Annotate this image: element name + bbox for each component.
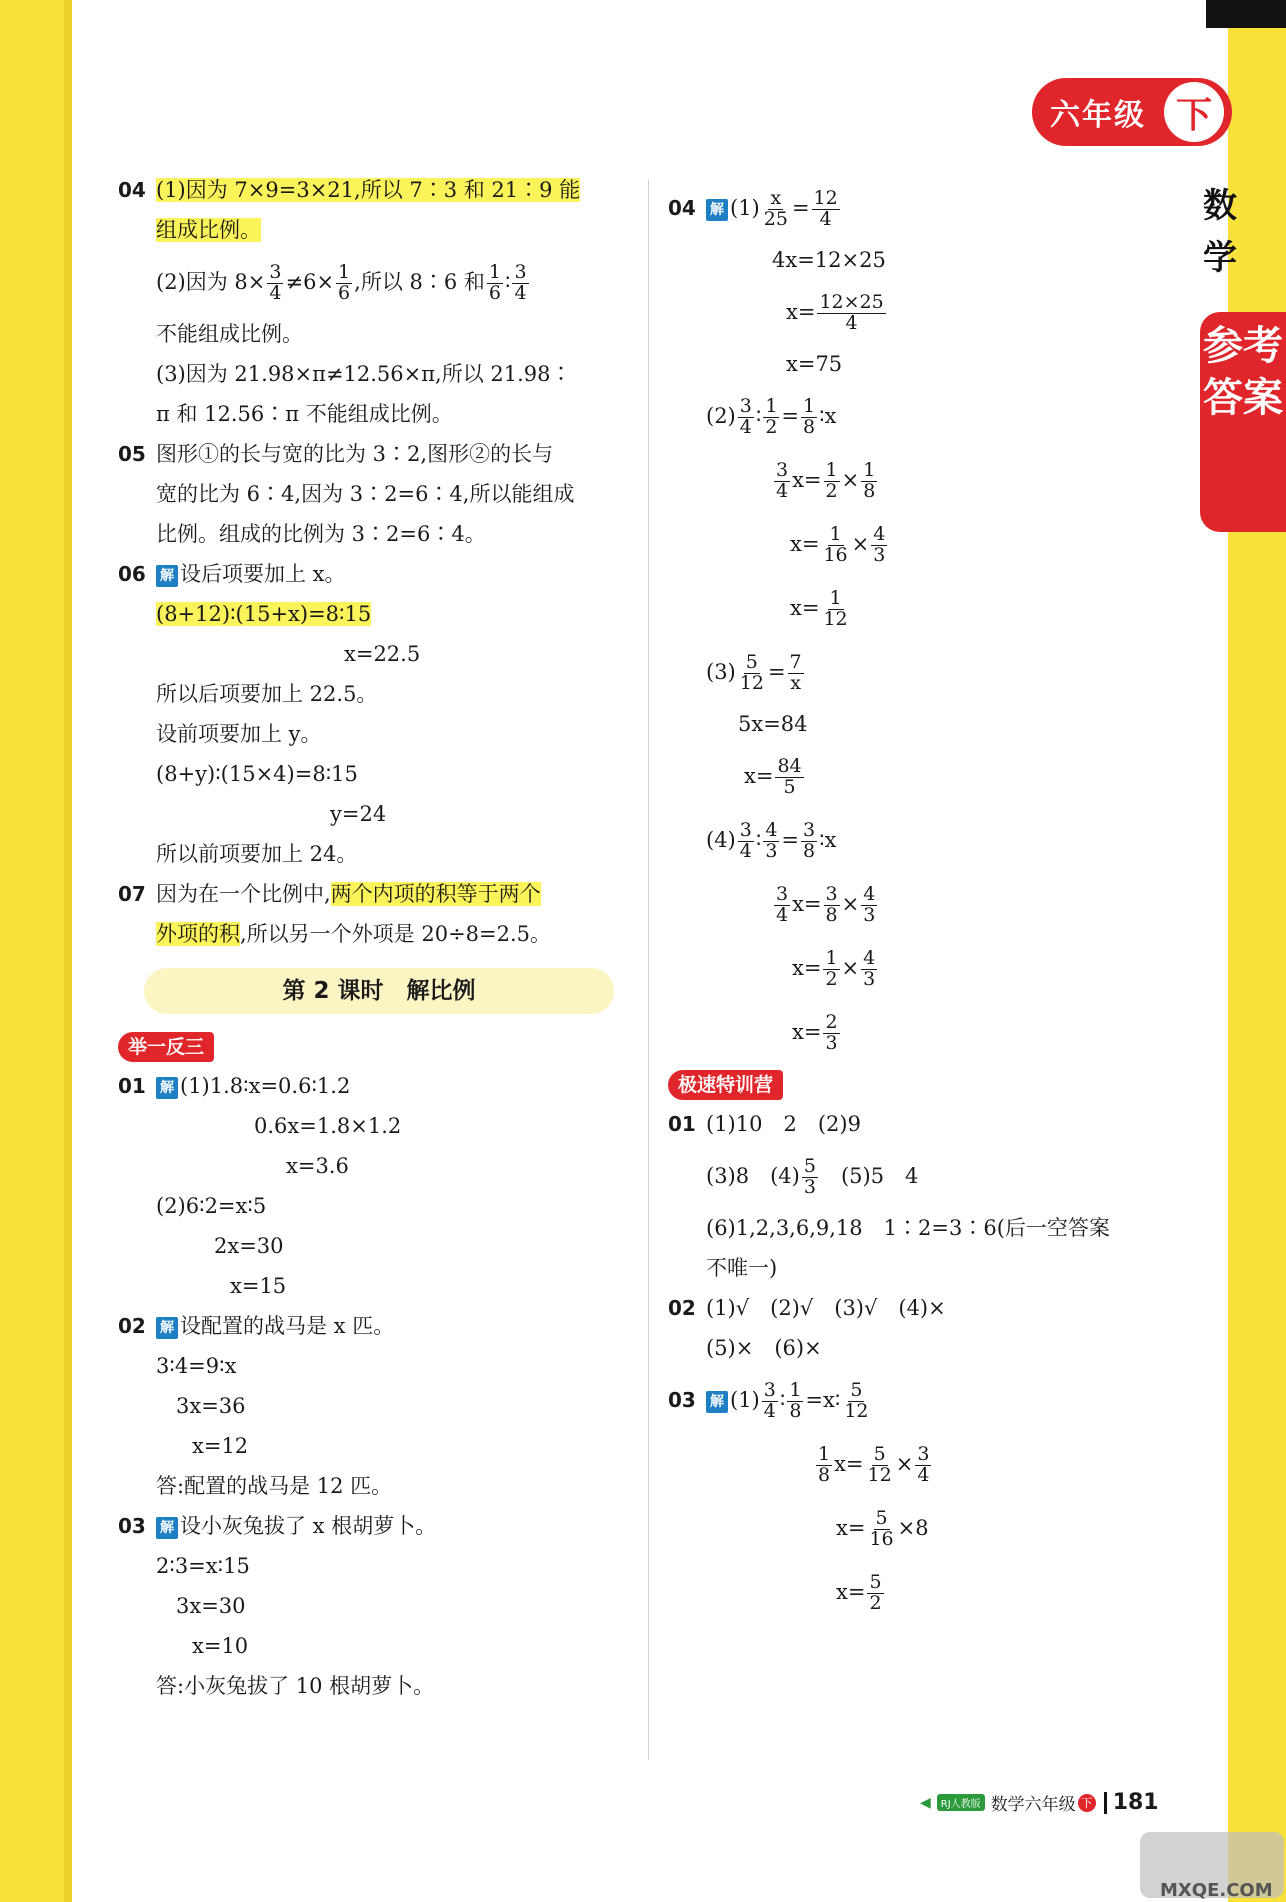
fraction: $\frac{x}{25}$: [763, 187, 788, 230]
s02-line1: 02 (1)√ (2)√ (3)√ (4)×: [668, 1296, 946, 1320]
q04-line3: (2)因为 8× $\frac{3}{4}$ ≠6× $\frac{1}{6}$ ,所以 8∶6 和 $\frac{1}{6}$ ∶ $\frac{3}{4}$: [156, 261, 527, 304]
footer-volume: 下: [1078, 1794, 1096, 1812]
s01-line3: (6)1,2,3,6,9,18 1∶2=3∶6(后一空答案: [706, 1216, 1110, 1240]
q04-line4: 不能组成比例。: [156, 322, 303, 346]
q06-line1: 06 解 设后项要加上 x。: [118, 562, 346, 586]
right-column: [668, 176, 1188, 1624]
solution-badge: 解: [706, 199, 728, 221]
fraction: $\frac{1}{2}$: [825, 459, 838, 502]
q06-line7: y=24: [330, 802, 387, 826]
p02-line4: x=12: [192, 1434, 249, 1458]
fraction: $\frac{4}{3}$: [765, 819, 778, 862]
fraction: $\frac{84}{5}$: [777, 755, 802, 798]
fraction: $\frac{3}{4}$: [739, 819, 752, 862]
r04-line11: x= $\frac{84}{5}$: [744, 755, 802, 798]
q06-line2: (8+12)∶(15+x)=8∶15: [156, 602, 372, 626]
r04-line4: x=75: [786, 352, 843, 376]
fraction: $\frac{12\times 25}{4}$: [819, 291, 884, 334]
p02-line5: 答:配置的战马是 12 匹。: [156, 1474, 393, 1498]
p01-line2: 0.6x=1.8×1.2: [254, 1114, 402, 1138]
fraction: $\frac{5}{12}$: [739, 651, 764, 694]
p03-line2: 2∶3=x∶15: [156, 1554, 250, 1578]
p01-line1: 01 解 (1)1.8∶x=0.6∶1.2: [118, 1074, 351, 1098]
p01-line3: x=3.6: [286, 1154, 349, 1178]
r04-line2: 4x=12×25: [772, 248, 886, 272]
fraction: $\frac{1}{6}$: [488, 261, 501, 304]
grade-label: 六年级: [1050, 98, 1146, 133]
p03-line4: x=10: [192, 1634, 249, 1658]
r04-line15: x= $\frac{2}{3}$: [792, 1011, 838, 1054]
q04-line5: (3)因为 21.98×π≠12.56×π,所以 21.98∶: [156, 362, 572, 386]
fraction: $\frac{5}{12}$: [844, 1379, 869, 1422]
q06-line5: 设前项要加上 y。: [156, 722, 322, 746]
fraction: $\frac{5}{2}$: [869, 1571, 882, 1614]
p03-line1: 03 解 设小灰兔拔了 x 根胡萝卜。: [118, 1514, 437, 1538]
p01-line6: x=15: [230, 1274, 287, 1298]
solution-badge: 解: [156, 565, 178, 587]
fraction: $\frac{12}{4}$: [813, 187, 838, 230]
solution-badge: 解: [156, 1517, 178, 1539]
fraction: $\frac{3}{4}$: [917, 1443, 930, 1486]
page-number: 181: [1112, 1790, 1159, 1815]
q07-line2: 外项的积,所以另一个外项是 20÷8=2.5。: [156, 922, 552, 946]
fraction: $\frac{3}{8}$: [825, 883, 838, 926]
q06-line4: 所以后项要加上 22.5。: [156, 682, 378, 706]
fraction: $\frac{1}{2}$: [765, 395, 778, 438]
r04-line7: x= $\frac{1}{16}$ × $\frac{4}{3}$: [790, 523, 886, 566]
grade-badge: [1032, 78, 1232, 146]
s01-line1: 01 (1)10 2 (2)9: [668, 1112, 861, 1136]
q05-line3: 比例。组成的比例为 3∶2=6∶4。: [156, 522, 486, 546]
r04-line10: 5x=84: [738, 712, 808, 736]
r04-line3: x= $\frac{12\times 25}{4}$: [786, 291, 884, 334]
fraction: $\frac{1}{8}$: [789, 1379, 802, 1422]
s03-line2: $\frac{1}{8}$ x= $\frac{5}{12}$ × $\frac{3}{4}$: [818, 1443, 930, 1486]
watermark-text: MXQE.COM: [1160, 1880, 1273, 1901]
fraction: $\frac{1}{8}$: [863, 459, 876, 502]
q07-line1: 07 因为在一个比例中,两个内项的积等于两个: [118, 882, 541, 906]
fraction: $\frac{5}{12}$: [867, 1443, 892, 1486]
fraction: $\frac{1}{6}$: [338, 261, 351, 304]
footer-arrow-icon: ◀: [920, 1794, 931, 1811]
fraction: $\frac{1}{8}$: [803, 395, 816, 438]
fraction: $\frac{1}{8}$: [818, 1443, 831, 1486]
footer-divider: [1104, 1792, 1107, 1814]
page-corner-dark: [1206, 0, 1286, 28]
fraction: $\frac{3}{4}$: [776, 883, 789, 926]
q05-line2: 宽的比为 6∶4,因为 3∶2=6∶4,所以能组成: [156, 482, 575, 506]
s03-line1: 03 解 (1) $\frac{3}{4}$ ∶ $\frac{1}{8}$ =x∶ $\frac{5}{12}$: [668, 1379, 869, 1422]
r04-line8: x= $\frac{1}{12}$: [790, 587, 848, 630]
q06-line8: 所以前项要加上 24。: [156, 842, 358, 866]
p02-line3: 3x=36: [176, 1394, 246, 1418]
r04-line5: (2) $\frac{3}{4}$ ∶ $\frac{1}{2}$ = $\frac{1}{8}$ ∶x: [706, 395, 837, 438]
fraction: $\frac{4}{3}$: [863, 883, 876, 926]
fraction: $\frac{3}{4}$: [514, 261, 527, 304]
s01-line4: 不唯一): [706, 1256, 778, 1280]
section-tag-practice: 举一反三: [118, 1032, 214, 1062]
r04-line12: (4) $\frac{3}{4}$ ∶ $\frac{4}{3}$ = $\frac{3}{8}$ ∶x: [706, 819, 837, 862]
fraction: $\frac{1}{2}$: [825, 947, 838, 990]
column-divider: [648, 180, 649, 1760]
fraction: $\frac{3}{4}$: [739, 395, 752, 438]
q05-line1: 05 图形①的长与宽的比为 3∶2,图形②的长与: [118, 442, 554, 466]
q06-line3: x=22.5: [344, 642, 421, 666]
p03-line3: 3x=30: [176, 1594, 246, 1618]
page-edge-right: [1228, 0, 1286, 1902]
q04-line1: 04 (1)因为 7×9=3×21,所以 7∶3 和 21∶9 能: [118, 178, 581, 202]
r04-line9: (3) $\frac{5}{12}$ = $\frac{7}{x}$: [706, 651, 802, 694]
fraction: $\frac{5}{16}$: [869, 1507, 894, 1550]
s03-line4: x= $\frac{5}{2}$: [836, 1571, 882, 1614]
publisher-badge: RJ人教版: [937, 1794, 985, 1811]
answers-tab: 参考答案: [1200, 312, 1286, 532]
p01-line5: 2x=30: [214, 1234, 284, 1258]
section-tag-training: 极速特训营: [668, 1070, 783, 1100]
p02-line2: 3∶4=9∶x: [156, 1354, 237, 1378]
p03-line5: 答:小灰兔拔了 10 根胡萝卜。: [156, 1674, 435, 1698]
q04-line2: 组成比例。: [156, 218, 261, 242]
s02-line2: (5)× (6)×: [706, 1336, 822, 1360]
fraction: $\frac{3}{4}$: [269, 261, 282, 304]
q06-line6: (8+y)∶(15×4)=8∶15: [156, 762, 358, 786]
q04-line6: π 和 12.56∶π 不能组成比例。: [156, 402, 453, 426]
r04-line14: x= $\frac{1}{2}$ × $\frac{4}{3}$: [792, 947, 876, 990]
fraction: $\frac{3}{8}$: [803, 819, 816, 862]
fraction: $\frac{4}{3}$: [873, 523, 886, 566]
fraction: $\frac{4}{3}$: [863, 947, 876, 990]
left-column: [118, 170, 638, 1706]
solution-badge: 解: [156, 1077, 178, 1099]
fraction: $\frac{5}{3}$: [803, 1155, 816, 1198]
r04-line6: $\frac{3}{4}$ x= $\frac{1}{2}$ × $\frac{1}{8}$: [776, 459, 876, 502]
subject-label: 数学: [1203, 186, 1237, 278]
r04-line13: $\frac{3}{4}$ x= $\frac{3}{8}$ × $\frac{4}{3}$: [776, 883, 876, 926]
footer-title: 数学六年级: [990, 1795, 1076, 1815]
fraction: $\frac{3}{4}$: [776, 459, 789, 502]
fraction: $\frac{1}{12}$: [823, 587, 848, 630]
fraction: $\frac{7}{x}$: [789, 651, 802, 694]
fraction: $\frac{3}{4}$: [763, 1379, 776, 1422]
s01-line2: (3)8 (4) $\frac{5}{3}$ (5)5 4: [706, 1155, 919, 1198]
fraction: $\frac{1}{16}$: [823, 523, 848, 566]
page-edge-left: [0, 0, 72, 1902]
s03-line3: x= $\frac{5}{16}$ ×8: [836, 1507, 929, 1550]
fraction: $\frac{2}{3}$: [825, 1011, 838, 1054]
page-footer: [920, 1790, 1159, 1815]
volume-circle: 下: [1164, 82, 1224, 142]
p02-line1: 02 解 设配置的战马是 x 匹。: [118, 1314, 395, 1338]
p01-line4: (2)6∶2=x∶5: [156, 1194, 267, 1218]
r04-line1: 04 解 (1) $\frac{x}{25}$ = $\frac{12}{4}$: [668, 187, 838, 230]
lesson-title: 第 2 课时 解比例: [144, 968, 614, 1014]
solution-badge: 解: [706, 1391, 728, 1413]
solution-badge: 解: [156, 1317, 178, 1339]
